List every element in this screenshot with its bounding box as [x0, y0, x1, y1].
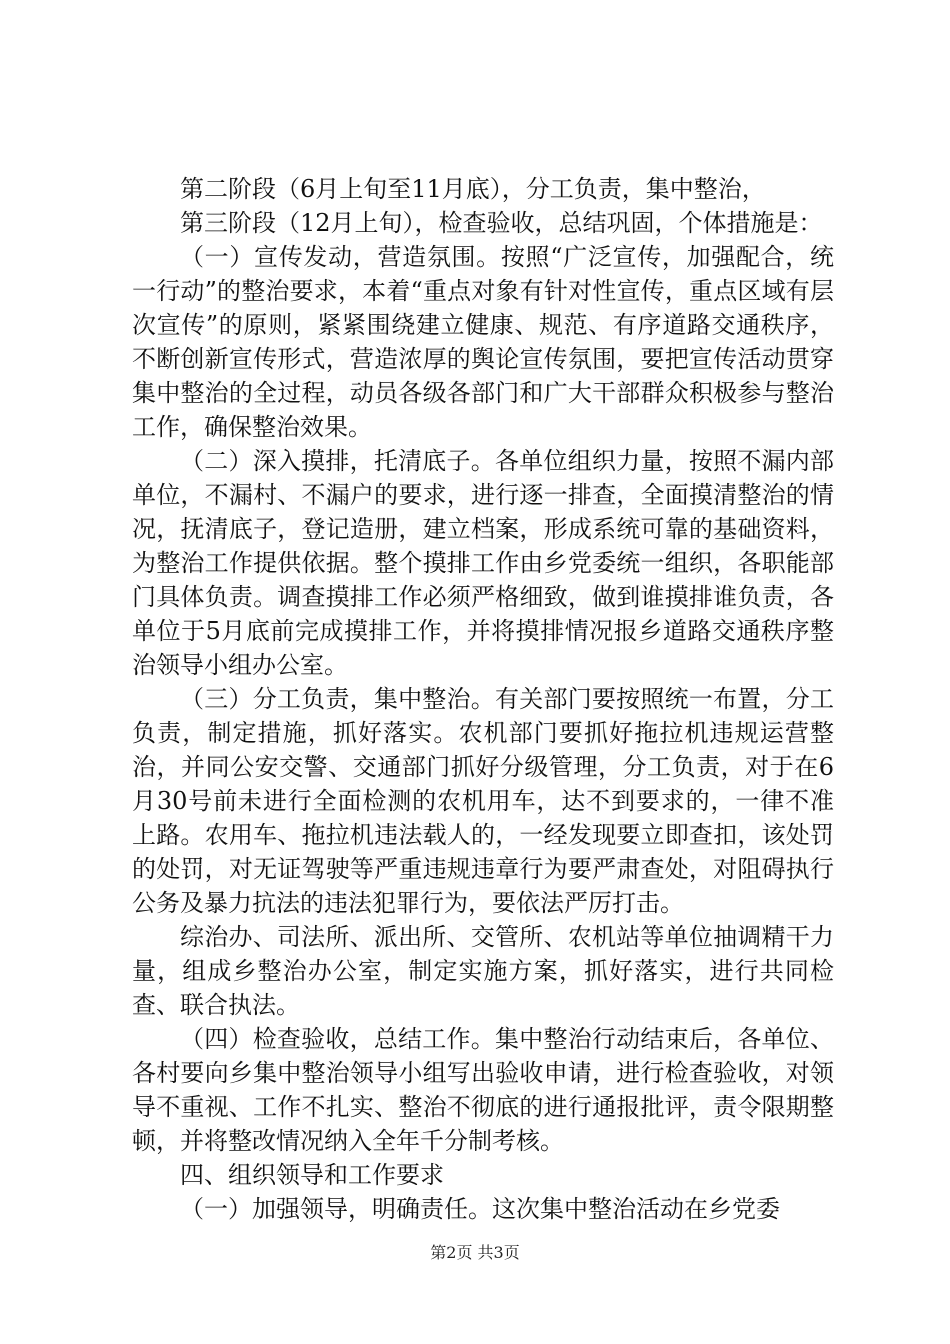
- paragraph-joint-enforcement: 综治办、司法所、派出所、交管所、农机站等单位抽调精干力量，组成乡整治办公室，制定实施方案，抓好落实，进行共同检查、联合执法。: [132, 923, 834, 1019]
- paragraph-publicity: （一）宣传发动，营造氛围。按照“广泛宣传，加强配合，统一行动”的整治要求，本着“重点对象有针对性宣传，重点区域有层次宣传”的原则，紧紧围绕建立健康、规范、有序道路交通秩序，不断创新宣传形式，营造浓厚的舆论宣传氛围，要把宣传活动贯穿集中整治的全过程，动员各级各部门和广大干部群众积极参与整治工作，确保整治效果。: [132, 243, 834, 441]
- paragraph-phase-two: 第二阶段（6月上旬至11月底），分工负责，集中整治，: [180, 175, 766, 203]
- page-footer: [0, 1243, 950, 1263]
- paragraph-phase-three: 第三阶段（12月上旬），检查验收，总结巩固，个体措施是：: [180, 209, 823, 237]
- paragraph-strengthen-leadership: （一）加强领导，明确责任。这次集中整治活动在乡党委: [180, 1195, 780, 1223]
- page-number-label: 第2页 共3页: [430, 1243, 520, 1262]
- paragraph-inspection: （四）检查验收，总结工作。集中整治行动结束后，各单位、各村要向乡集中整治领导小组写出验收申请，进行检查验收，对领导不重视、工作不扎实、整治不彻底的进行通报批评，责令限期整顿，并将整改情况纳入全年千分制考核。: [132, 1025, 834, 1155]
- paragraph-division-of-labor: （三）分工负责，集中整治。有关部门要按照统一布置，分工负责，制定措施，抓好落实。农机部门要抓好拖拉机违规运营整治，并同公安交警、交通部门抓好分级管理，分工负责，对于在6月30号前未进行全面检测的农机用车，达不到要求的，一律不准上路。农用车、拖拉机违法载人的，一经发现要立即查扣，该处罚的处罚，对无证驾驶等严重违规违章行为要严肃查处，对阻碍执行公务及暴力抗法的违法犯罪行为，要依法严厉打击。: [132, 685, 834, 917]
- document-body: [132, 172, 834, 1226]
- section-heading-leadership: 四、组织领导和工作要求: [180, 1161, 444, 1189]
- paragraph-investigation: （二）深入摸排，托清底子。各单位组织力量，按照不漏内部单位，不漏村、不漏户的要求，进行逐一排查，全面摸清整治的情况，抚清底子，登记造册，建立档案，形成系统可靠的基础资料，为整治工作提供依据。整个摸排工作由乡党委统一组织，各职能部门具体负责。调查摸排工作必须严格细致，做到谁摸排谁负责，各单位于5月底前完成摸排工作，并将摸排情况报乡道路交通秩序整治领导小组办公室。: [132, 447, 834, 679]
